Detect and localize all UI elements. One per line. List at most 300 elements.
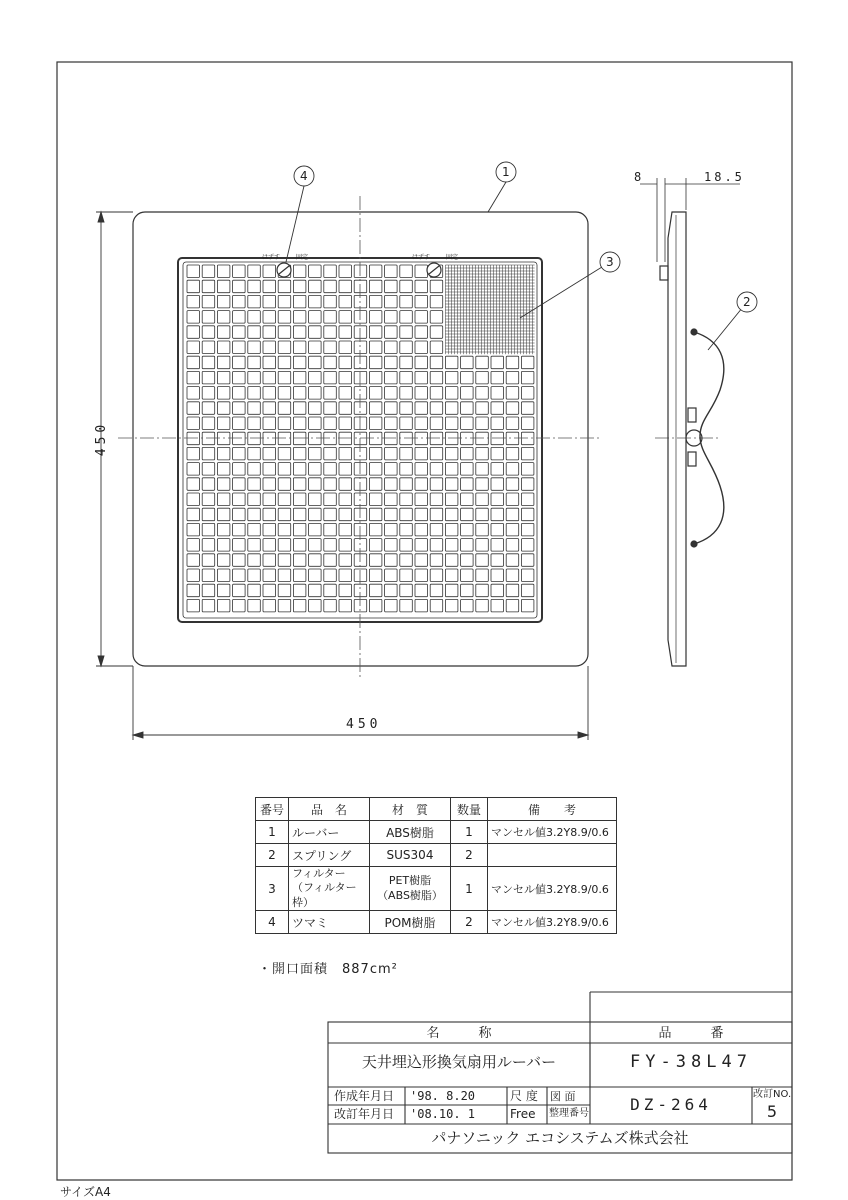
louver-cell — [506, 569, 519, 582]
louver-cell — [461, 387, 474, 400]
louver-cell — [309, 584, 322, 597]
louver-cell — [445, 356, 458, 369]
row-no: 1 — [256, 821, 289, 844]
louver-cell — [248, 295, 260, 308]
louver-cell — [217, 539, 230, 552]
louver-cell — [339, 295, 352, 308]
row-material: PET樹脂 （ABS樹脂） — [370, 867, 451, 911]
louver-cell — [430, 341, 443, 354]
louver-cell — [248, 569, 260, 582]
louver-cell — [309, 478, 322, 491]
louver-cell — [309, 356, 322, 369]
louver-cell — [400, 584, 413, 597]
louver-cell — [369, 493, 382, 506]
louver-cell — [521, 402, 534, 415]
louver-cell — [233, 341, 246, 354]
louver-cell — [491, 356, 504, 369]
louver-cell — [476, 599, 489, 612]
louver-cell — [278, 402, 291, 415]
louver-cell — [309, 493, 322, 506]
louver-cell — [385, 387, 398, 400]
louver-cell — [263, 523, 276, 536]
louver-cell — [202, 402, 215, 415]
louver-cell — [187, 402, 200, 415]
louver-cell — [369, 432, 382, 445]
louver-cell — [369, 599, 382, 612]
knob-right — [427, 263, 441, 277]
louver-cell — [217, 523, 230, 536]
louver-cell — [278, 417, 291, 430]
louver-cell — [278, 584, 291, 597]
louver-cell — [233, 539, 246, 552]
louver-cell — [415, 387, 428, 400]
louver-cell — [278, 599, 291, 612]
louver-cell — [324, 326, 337, 339]
product-name: 天井埋込形換気扇用ルーバー — [361, 1053, 557, 1071]
louver-cell — [415, 463, 428, 476]
louver-cell — [217, 493, 230, 506]
row-qty: 2 — [451, 844, 488, 867]
louver-cell — [339, 387, 352, 400]
louver-cell — [476, 508, 489, 521]
louver-cell — [385, 417, 398, 430]
louver-cell — [476, 463, 489, 476]
louver-cell — [187, 356, 200, 369]
louver-cell — [217, 356, 230, 369]
row-name: ルーバー — [289, 821, 370, 844]
louver-cell — [415, 554, 428, 567]
rev-value: 5 — [766, 1102, 778, 1121]
louver-cell — [309, 280, 322, 293]
louver-cell — [187, 265, 200, 278]
louver-cell — [187, 432, 200, 445]
louver-cell — [339, 539, 352, 552]
louver-cell — [385, 447, 398, 460]
louver-cell — [293, 356, 306, 369]
louver-cell — [217, 326, 230, 339]
louver-cell — [309, 417, 322, 430]
louver-cell — [461, 508, 474, 521]
col-header-name: 品 名 — [289, 798, 370, 821]
louver-cell — [491, 417, 504, 430]
louver-cell — [217, 280, 230, 293]
louver-cell — [187, 493, 200, 506]
louver-cell — [309, 569, 322, 582]
louver-cell — [491, 508, 504, 521]
louver-cell — [445, 402, 458, 415]
louver-cell — [217, 295, 230, 308]
row-name: スプリング — [289, 844, 370, 867]
louver-cell — [400, 554, 413, 567]
louver-cell — [187, 539, 200, 552]
louver-cell — [263, 311, 276, 324]
knob-label-remove: はずす — [262, 254, 281, 261]
louver-cell — [309, 387, 322, 400]
louver-cell — [354, 432, 367, 445]
louver-cell — [506, 539, 519, 552]
louver-cell — [202, 463, 215, 476]
louver-cell — [278, 432, 291, 445]
louver-cell — [400, 326, 413, 339]
louver-cell — [521, 493, 534, 506]
louver-cell — [445, 447, 458, 460]
louver-cell — [263, 493, 276, 506]
louver-cell — [248, 523, 260, 536]
louver-cell — [202, 447, 215, 460]
louver-cell — [506, 599, 519, 612]
louver-cell — [187, 508, 200, 521]
louver-cell — [233, 417, 246, 430]
table-row — [256, 911, 617, 934]
louver-cell — [476, 447, 489, 460]
louver-cell — [400, 447, 413, 460]
louver-cell — [278, 508, 291, 521]
louver-cell — [400, 417, 413, 430]
louver-cell — [521, 432, 534, 445]
louver-cell — [339, 569, 352, 582]
louver-cell — [430, 599, 443, 612]
louver-cell — [248, 402, 260, 415]
louver-cell — [400, 599, 413, 612]
louver-cell — [248, 463, 260, 476]
louver-cell — [248, 584, 260, 597]
louver-cell — [278, 493, 291, 506]
louver-cell — [461, 447, 474, 460]
knob-label-remove-2: はずす — [412, 254, 431, 261]
louver-cell — [506, 387, 519, 400]
louver-cell — [309, 463, 322, 476]
louver-cell — [354, 341, 367, 354]
louver-cell — [415, 280, 428, 293]
row-qty: 2 — [451, 911, 488, 934]
louver-cell — [354, 478, 367, 491]
louver-cell — [339, 508, 352, 521]
row-material: POM樹脂 — [370, 911, 451, 934]
louver-cell — [445, 371, 458, 384]
louver-cell — [309, 326, 322, 339]
louver-cell — [430, 508, 443, 521]
louver-cell — [278, 356, 291, 369]
louver-cell — [248, 599, 260, 612]
louver-cell — [187, 554, 200, 567]
louver-cell — [233, 402, 246, 415]
louver-cell — [354, 387, 367, 400]
louver-cell — [202, 356, 215, 369]
louver-cell — [187, 523, 200, 536]
louver-cell — [263, 326, 276, 339]
louver-cell — [506, 463, 519, 476]
louver-cell — [217, 569, 230, 582]
table-header-row — [256, 798, 617, 821]
louver-cell — [263, 569, 276, 582]
louver-cell — [415, 569, 428, 582]
row-name: フィルター （フィルター枠） — [289, 867, 370, 911]
louver-cell — [369, 554, 382, 567]
louver-cell — [248, 311, 260, 324]
louver-cell — [400, 311, 413, 324]
title-name-label: 名 称 — [426, 1026, 492, 1041]
louver-cell — [293, 402, 306, 415]
louver-cell — [476, 371, 489, 384]
row-qty: 1 — [451, 867, 488, 911]
louver-cell — [339, 356, 352, 369]
louver-cell — [354, 523, 367, 536]
louver-cell — [293, 265, 306, 278]
knob-left — [277, 263, 291, 277]
louver-cell — [369, 523, 382, 536]
louver-cell — [278, 311, 291, 324]
louver-cell — [263, 554, 276, 567]
louver-cell — [415, 402, 428, 415]
louver-cell — [354, 280, 367, 293]
louver-cell — [369, 417, 382, 430]
louver-cell — [233, 478, 246, 491]
louver-cell — [430, 371, 443, 384]
louver-cell — [400, 280, 413, 293]
louver-cell — [233, 569, 246, 582]
louver-cell — [217, 341, 230, 354]
louver-cell — [233, 523, 246, 536]
louver-cell — [354, 539, 367, 552]
louver-cell — [506, 478, 519, 491]
louver-cell — [430, 417, 443, 430]
louver-cell — [385, 539, 398, 552]
louver-cell — [233, 447, 246, 460]
row-material: ABS樹脂 — [370, 821, 451, 844]
louver-cell — [293, 311, 306, 324]
louver-cell — [293, 508, 306, 521]
louver-cell — [248, 493, 260, 506]
louver-cell — [385, 554, 398, 567]
louver-cell — [187, 341, 200, 354]
louver-cell — [385, 371, 398, 384]
front-view — [133, 212, 588, 666]
louver-cell — [354, 371, 367, 384]
louver-cell — [415, 295, 428, 308]
row-no: 4 — [256, 911, 289, 934]
louver-cell — [521, 554, 534, 567]
louver-cell — [400, 295, 413, 308]
louver-cell — [278, 523, 291, 536]
filter-mesh — [445, 265, 534, 354]
louver-cell — [187, 463, 200, 476]
louver-cell — [369, 280, 382, 293]
louver-cell — [187, 478, 200, 491]
scale-value: Free — [510, 1107, 536, 1121]
louver-cell — [506, 417, 519, 430]
louver-cell — [445, 523, 458, 536]
louver-cell — [248, 447, 260, 460]
louver-cell — [400, 402, 413, 415]
louver-cell — [202, 493, 215, 506]
louver-cell — [293, 478, 306, 491]
louver-cell — [415, 432, 428, 445]
louver-grid — [187, 265, 534, 612]
louver-cell — [339, 371, 352, 384]
louver-cell — [491, 599, 504, 612]
louver-cell — [491, 387, 504, 400]
row-qty: 1 — [451, 821, 488, 844]
louver-cell — [293, 523, 306, 536]
louver-cell — [293, 341, 306, 354]
revised-label: 改訂年月日 — [334, 1107, 395, 1121]
louver-cell — [461, 523, 474, 536]
louver-cell — [187, 387, 200, 400]
louver-cell — [263, 387, 276, 400]
louver-cell — [339, 447, 352, 460]
louver-cell — [187, 417, 200, 430]
louver-cell — [233, 265, 246, 278]
louver-cell — [506, 554, 519, 567]
louver-cell — [430, 554, 443, 567]
louver-cell — [445, 508, 458, 521]
louver-cell — [187, 311, 200, 324]
louver-cell — [400, 371, 413, 384]
louver-cell — [385, 599, 398, 612]
louver-cell — [248, 508, 260, 521]
louver-cell — [461, 493, 474, 506]
louver-cell — [369, 356, 382, 369]
louver-cell — [415, 326, 428, 339]
louver-cell — [217, 478, 230, 491]
louver-cell — [233, 432, 246, 445]
louver-cell — [415, 523, 428, 536]
louver-cell — [202, 417, 215, 430]
louver-cell — [415, 311, 428, 324]
louver-cell — [248, 280, 260, 293]
louver-cell — [400, 539, 413, 552]
louver-cell — [339, 523, 352, 536]
louver-cell — [202, 599, 215, 612]
louver-cell — [400, 341, 413, 354]
louver-cell — [354, 265, 367, 278]
louver-cell — [309, 341, 322, 354]
louver-cell — [354, 599, 367, 612]
louver-cell — [324, 554, 337, 567]
louver-cell — [202, 265, 215, 278]
louver-cell — [278, 326, 291, 339]
louver-cell — [309, 402, 322, 415]
louver-cell — [430, 569, 443, 582]
louver-cell — [385, 508, 398, 521]
louver-cell — [293, 493, 306, 506]
louver-cell — [521, 539, 534, 552]
louver-cell — [263, 371, 276, 384]
louver-cell — [521, 356, 534, 369]
louver-cell — [476, 432, 489, 445]
louver-cell — [369, 463, 382, 476]
louver-cell — [248, 356, 260, 369]
louver-cell — [354, 569, 367, 582]
louver-cell — [217, 371, 230, 384]
louver-cell — [202, 371, 215, 384]
louver-cell — [461, 432, 474, 445]
louver-cell — [400, 508, 413, 521]
louver-cell — [521, 417, 534, 430]
louver-cell — [324, 523, 337, 536]
louver-cell — [202, 311, 215, 324]
louver-cell — [263, 463, 276, 476]
louver-cell — [217, 402, 230, 415]
louver-cell — [187, 295, 200, 308]
louver-cell — [400, 569, 413, 582]
louver-cell — [476, 387, 489, 400]
louver-cell — [293, 326, 306, 339]
louver-cell — [202, 478, 215, 491]
louver-cell — [217, 417, 230, 430]
louver-cell — [506, 402, 519, 415]
louver-cell — [491, 554, 504, 567]
louver-cell — [339, 326, 352, 339]
louver-cell — [233, 387, 246, 400]
louver-cell — [415, 493, 428, 506]
louver-cell — [400, 356, 413, 369]
louver-cell — [476, 523, 489, 536]
louver-cell — [354, 356, 367, 369]
louver-cell — [369, 569, 382, 582]
center-lines — [118, 196, 720, 680]
louver-cell — [491, 493, 504, 506]
louver-cell — [461, 569, 474, 582]
louver-cell — [491, 478, 504, 491]
louver-cell — [217, 447, 230, 460]
louver-cell — [248, 387, 260, 400]
louver-cell — [521, 478, 534, 491]
louver-cell — [339, 584, 352, 597]
louver-cell — [339, 599, 352, 612]
louver-cell — [202, 432, 215, 445]
louver-cell — [263, 447, 276, 460]
louver-cell — [461, 371, 474, 384]
louver-cell — [324, 417, 337, 430]
louver-cell — [248, 478, 260, 491]
louver-cell — [293, 387, 306, 400]
louver-cell — [430, 311, 443, 324]
louver-cell — [233, 295, 246, 308]
louver-cell — [309, 432, 322, 445]
louver-cell — [202, 554, 215, 567]
louver-cell — [187, 280, 200, 293]
louver-cell — [430, 387, 443, 400]
louver-cell — [263, 599, 276, 612]
louver-cell — [309, 265, 322, 278]
louver-cell — [461, 599, 474, 612]
louver-cell — [293, 569, 306, 582]
louver-cell — [263, 417, 276, 430]
louver-cell — [248, 417, 260, 430]
louver-cell — [430, 295, 443, 308]
louver-cell — [187, 447, 200, 460]
louver-cell — [263, 280, 276, 293]
louver-cell — [293, 280, 306, 293]
louver-cell — [324, 371, 337, 384]
louver-cell — [293, 554, 306, 567]
louver-cell — [415, 599, 428, 612]
louver-cell — [354, 493, 367, 506]
louver-cell — [293, 432, 306, 445]
louver-cell — [293, 463, 306, 476]
louver-cell — [445, 554, 458, 567]
louver-cell — [415, 539, 428, 552]
louver-cell — [354, 417, 367, 430]
louver-cell — [461, 402, 474, 415]
louver-cell — [385, 432, 398, 445]
louver-cell — [354, 554, 367, 567]
louver-cell — [476, 417, 489, 430]
louver-cell — [202, 387, 215, 400]
title-partno-label: 品 番 — [658, 1026, 724, 1041]
louver-cell — [385, 402, 398, 415]
